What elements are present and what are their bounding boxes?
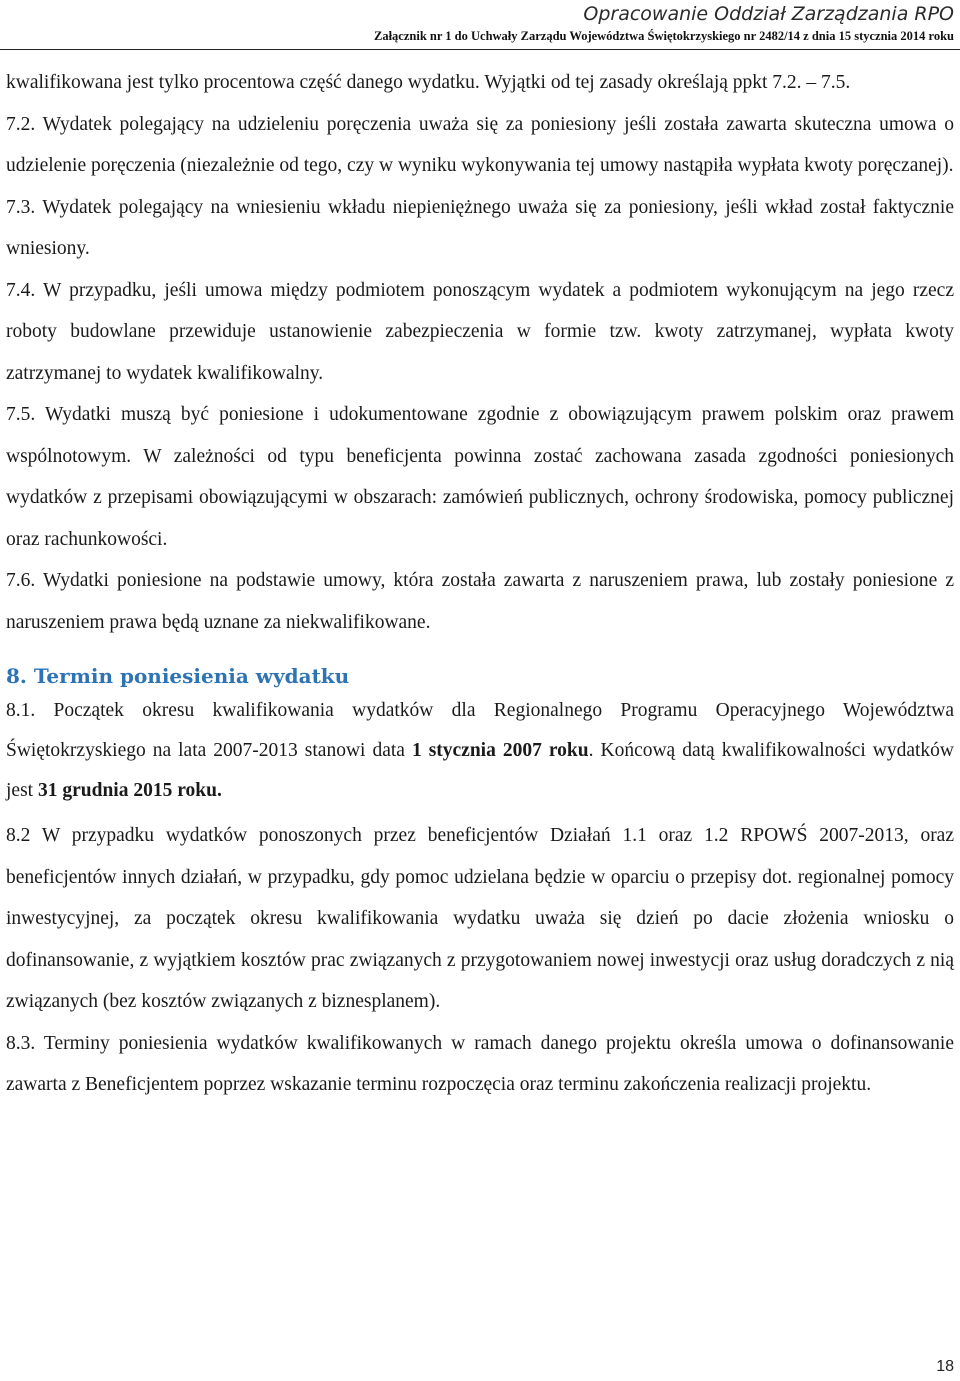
paragraph-7-6: 7.6. Wydatki poniesione na podstawie umowy, która została zawarta z naruszeniem prawa, lub zostały poniesione z naruszeniem prawa będą uznane za niekwalifikowane.: [6, 570, 954, 633]
paragraph-7-2: 7.2. Wydatek polegający na udzieleniu poręczenia uważa się za poniesiony jeśli została zawarta skuteczna umowa o udzielenie poręczenia (niezależnie od tego, czy w wyniku wykonywania tej umowy nastąpiła wypłata kwoty poręczanej).: [6, 113, 954, 176]
paragraph-8-2: 8.2 W przypadku wydatków ponoszonych przez beneficjentów Działań 1.1 oraz 1.2 RPOWŚ 2007-2013, oraz beneficjentów innych działań, w przypadku, gdy pomoc udzielana będzie w oparciu o przepisy dot. regionalnej pomocy inwestycyjnej, za początek okresu kwalifikowania wydatku uważa się dzień po dacie złożenia wniosku o dofinansowanie, z wyjątkiem kosztów prac związanych z przygotowaniem nowej inwestycji oraz usług doradczych z nią związanych (bez kosztów związanych z biznesplanem).: [6, 825, 954, 1012]
page-number: 18: [936, 1358, 954, 1375]
paragraph-7-5: 7.5. Wydatki muszą być poniesione i udokumentowane zgodnie z obowiązującym prawem polskim oraz prawem wspólnotowym. W zależności od typu beneficjenta powinna zostać zachowana zasada zgodności poniesionych wydatków z przepisami obowiązującymi w obszarach: zamówień publicznych, ochrony środowiska, pomocy publicznej oraz rachunkowości.: [6, 404, 954, 550]
document-body: [6, 62, 954, 1106]
paragraph-8-1-text-a: 8.1. Początek okresu kwalifikowania wydatków dla Regionalnego Programu Operacyjnego Województwa Świętokrzyskiego na lata 2007-2013 stanowi data: [6, 700, 954, 761]
paragraph-continuation: kwalifikowana jest tylko procentowa część danego wydatku. Wyjątki od tej zasady określają ppkt 7.2. – 7.5.: [6, 72, 851, 93]
paragraph-7-3: 7.3. Wydatek polegający na wniesieniu wkładu niepieniężnego uważa się za poniesiony, jeśli wkład został faktycznie wniesiony.: [6, 196, 954, 259]
end-date: 31 grudnia 2015 roku.: [37, 780, 222, 801]
paragraph-7-4: 7.4. W przypadku, jeśli umowa między podmiotem ponoszącym wydatek a podmiotem wykonującym na jego rzecz roboty budowlane przewiduje ustanowienie zabezpieczenia w formie tzw. kwoty zatrzymanej, wypłata kwoty zatrzymanej to wydatek kwalifikowalny.: [6, 279, 954, 384]
section-heading: 8. Termin poniesienia wydatku: [6, 664, 350, 688]
paragraph-8-1: [6, 691, 954, 811]
header-subtitle: Załącznik nr 1 do Uchwały Zarządu Województwa Świętokrzyskiego nr 2482/14 z dnia 15 stycznia 2014 roku: [373, 29, 954, 43]
page-header: [374, 0, 954, 44]
header-title: Opracowanie Oddział Zarządzania RPO: [583, 3, 954, 25]
header-divider: [0, 49, 960, 50]
paragraph-8-3: 8.3. Terminy poniesienia wydatków kwalifikowanych w ramach danego projektu określa umowa o dofinansowanie zawarta z Beneficjentem poprzez wskazanie terminu rozpoczęcia oraz terminu zakończenia realizacji projektu.: [6, 1032, 954, 1095]
paragraph-8-1-text-b: . Końcową datą kwalifikowalności wydatków jest: [6, 740, 954, 801]
start-date: 1 stycznia 2007 roku: [411, 740, 589, 761]
